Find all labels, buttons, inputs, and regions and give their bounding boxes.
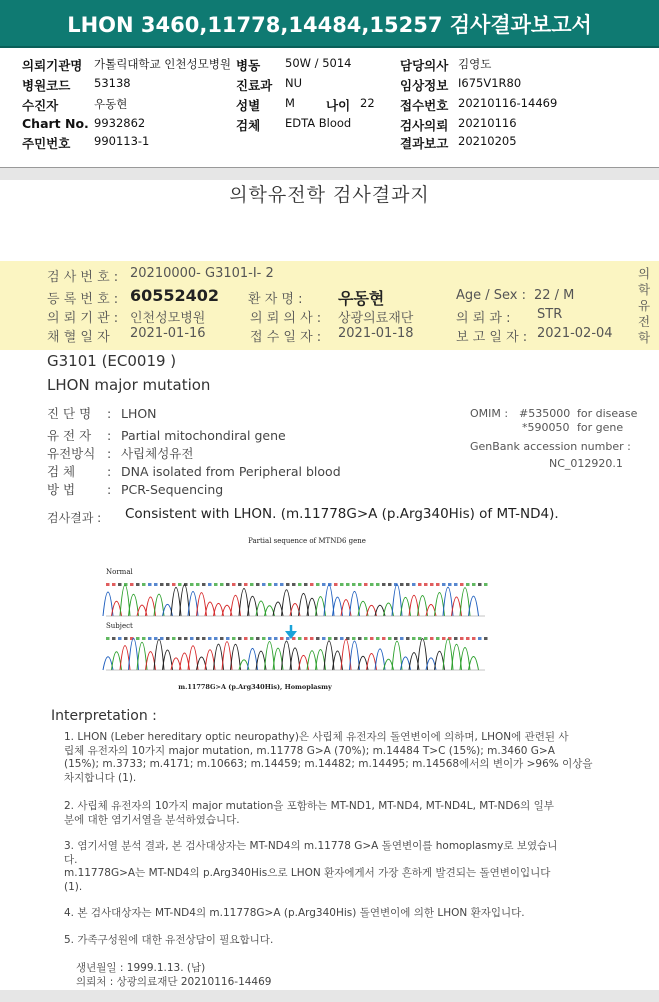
base-call-mark (172, 637, 176, 640)
base-call-mark (316, 583, 320, 586)
base-call-mark (262, 583, 266, 586)
specimen-info-band (0, 261, 659, 350)
base-call-mark (190, 637, 194, 640)
header-label: 의뢰기관명 (22, 58, 83, 73)
header-value: I675V1R80 (458, 76, 522, 90)
base-call-mark (286, 583, 290, 586)
base-call-mark (418, 583, 422, 586)
base-call-mark (226, 583, 230, 586)
specimen-value: 2021-01-16 (130, 326, 206, 341)
base-call-mark (262, 637, 266, 640)
field-row: 진 단 명 : LHON (47, 406, 157, 421)
base-call-mark (466, 637, 470, 640)
base-call-mark (376, 583, 380, 586)
trace-peak (460, 588, 470, 616)
base-call-mark (226, 637, 230, 640)
base-call-mark (334, 583, 338, 586)
normal-track-label: Normal (106, 568, 133, 576)
base-call-mark (250, 583, 254, 586)
specimen-label: 접 수 일 자 : (250, 330, 322, 345)
result-text: Consistent with LHON. (m.11778G>A (p.Arg340His) of MT-ND4). (125, 506, 559, 522)
header-label: 결과보고 (400, 136, 449, 151)
base-call-mark (472, 583, 476, 586)
banner-title: LHON 3460,11778,14484,15257 검사결과보고서 (67, 13, 592, 37)
field-label: 검 체 (47, 464, 76, 479)
header-value: 50W / 5014 (285, 56, 352, 70)
base-call-mark (424, 637, 428, 640)
base-call-mark (130, 583, 134, 586)
base-call-mark (196, 583, 200, 586)
field-value: LHON (120, 406, 157, 421)
report-title: 의학유전학 검사결과지 (229, 184, 430, 206)
header-label: 성별 (236, 98, 261, 113)
base-call-mark (382, 583, 386, 586)
base-call-mark (154, 637, 158, 640)
interpretation-line: (1). (64, 880, 83, 893)
base-call-mark (142, 583, 146, 586)
specimen-value: 22 / M (534, 288, 575, 303)
interpretation-line: 3. 염기서열 분석 결과, 본 검사대상자는 MT-ND4의 m.11778 G>A 돌연변이를 homoplasmy로 보였습니 (64, 840, 558, 852)
subject-track-label: Subject (106, 622, 133, 630)
base-call-mark (322, 637, 326, 640)
base-call-mark (442, 583, 446, 586)
trace-peak (265, 642, 275, 670)
trace-peak (120, 585, 130, 616)
genbank-label: GenBank accession number : (470, 440, 631, 453)
interpretation-line: 1. LHON (Leber hereditary optic neuropathy)은 사립체 유전자의 돌연변이에 의하며, LHON에 관련된 사 (64, 731, 569, 743)
omim-label: OMIM : (470, 407, 509, 420)
base-call-mark (286, 637, 290, 640)
base-call-mark (274, 583, 278, 586)
header-value: M (285, 96, 295, 110)
field-label: 유 전 자 (47, 428, 92, 443)
header-value: 20210205 (458, 134, 517, 148)
specimen-label: Age / Sex : (456, 288, 527, 303)
base-call-mark (148, 583, 152, 586)
birth-date: 생년월일 : 1999.1.13. (남) (76, 962, 206, 974)
base-call-mark (298, 637, 302, 640)
base-call-mark (208, 583, 212, 586)
base-call-mark (382, 637, 386, 640)
interpretation-paragraph (64, 840, 624, 894)
base-call-mark (160, 637, 164, 640)
specimen-label: 의 뢰 의 사 : (250, 311, 322, 326)
field-value: Partial mitochondiral gene (120, 428, 286, 443)
header-value: 53138 (94, 76, 131, 90)
header-label: 검체 (236, 118, 261, 133)
test-code: G3101 (EC0019 ) (47, 352, 177, 370)
header-value: 김영도 (458, 57, 492, 71)
base-call-mark (400, 583, 404, 586)
specimen-label: 검 사 번 호 : (47, 270, 119, 285)
header-label: 담당의사 (400, 58, 449, 73)
base-call-mark (484, 637, 488, 640)
specimen-label: 채 혈 일 자 (47, 330, 110, 345)
base-call-mark (358, 583, 362, 586)
base-call-mark (436, 583, 440, 586)
base-call-mark (364, 637, 368, 640)
base-call-mark (208, 637, 212, 640)
interpretation-line: 분에 대한 염기서열을 분석하였습니다. (64, 813, 240, 826)
base-call-mark (376, 637, 380, 640)
trace-peak (392, 584, 402, 616)
base-call-mark (124, 637, 128, 640)
base-call-mark (196, 637, 200, 640)
base-call-mark (250, 637, 254, 640)
base-call-mark (202, 637, 206, 640)
interpretation-line: m.11778G>A는 MT-ND4의 p.Arg340His으로 LHON 환자에게서 가장 흔하게 발견되는 돌연변이입니다 (64, 867, 551, 879)
field-label: 진 단 명 (47, 406, 92, 421)
header-label: 병원코드 (22, 78, 71, 93)
trace-peak (392, 641, 402, 670)
specimen-value: 20210000- G3101-I- 2 (130, 266, 274, 281)
base-call-mark (256, 637, 260, 640)
base-call-mark (244, 583, 248, 586)
base-call-mark (316, 637, 320, 640)
result-label: 검사결과 : (47, 511, 102, 525)
base-call-mark (406, 583, 410, 586)
omim-gene-id: *590050 (522, 421, 570, 434)
field-row: 유 전 자 : Partial mitochondiral gene (47, 428, 286, 443)
side-vertical-label: 의학유전학 (637, 266, 651, 345)
base-call-mark (358, 637, 362, 640)
header-label: 임상정보 (400, 78, 449, 93)
base-call-mark (232, 637, 236, 640)
base-call-mark (418, 637, 422, 640)
base-call-mark (466, 583, 470, 586)
base-call-mark (214, 583, 218, 586)
header-value: 20210116-14469 (458, 96, 558, 110)
field-value: 사립체성유전 (120, 446, 194, 461)
base-call-mark (148, 637, 152, 640)
base-call-mark (412, 637, 416, 640)
omim-disease-note: for disease (577, 407, 638, 420)
figure-title: Partial sequence of MTND6 gene (248, 537, 366, 545)
base-call-mark (430, 583, 434, 586)
trace-peak (418, 639, 428, 670)
header-value: 가톨릭대학교 인천성모병원 (94, 57, 231, 71)
patient-name: 우동현 (338, 289, 385, 308)
base-call-mark (364, 583, 368, 586)
base-call-mark (460, 583, 464, 586)
base-call-mark (454, 637, 458, 640)
header-label: Chart No. (22, 116, 89, 131)
header-label: 진료과 (236, 78, 273, 93)
specimen-label: 의 뢰 기 관 : (47, 311, 119, 326)
header-label: 접수번호 (400, 98, 449, 113)
base-call-mark (112, 583, 116, 586)
trace-peak (324, 641, 334, 670)
base-call-mark (340, 637, 344, 640)
figure-caption: m.11778G>A (p.Arg340His), Homoplasmy (178, 683, 332, 691)
base-call-mark (322, 583, 326, 586)
base-call-mark (406, 637, 410, 640)
interpretation-line: 5. 가족구성원에 대한 유전상담이 필요합니다. (64, 934, 274, 946)
base-call-mark (274, 637, 278, 640)
interpretation-paragraph (64, 934, 624, 948)
report-banner (0, 0, 659, 48)
field-row: 방 법 : PCR-Sequencing (47, 482, 224, 497)
base-call-mark (280, 583, 284, 586)
trace-peak (375, 649, 385, 670)
base-call-mark (442, 637, 446, 640)
base-call-mark (280, 637, 284, 640)
base-call-mark (454, 583, 458, 586)
header-label: 주민번호 (22, 136, 71, 151)
sequencing-chromatogram-figure (100, 532, 500, 697)
base-call-mark (334, 637, 338, 640)
trace-peak (103, 592, 113, 616)
omim-disease-id: #535000 (519, 407, 571, 420)
patient-info-header (0, 50, 659, 168)
field-row: 유전방식 : 사립체성유전 (47, 446, 194, 461)
base-call-mark (112, 637, 116, 640)
trace-peak (350, 591, 360, 616)
base-call-mark (448, 583, 452, 586)
base-call-mark (292, 583, 296, 586)
base-call-mark (268, 583, 272, 586)
specimen-label: 보 고 일 자 : (456, 330, 528, 345)
base-call-mark (160, 583, 164, 586)
base-call-mark (166, 583, 170, 586)
specimen-label: 등 록 번 호 : (47, 292, 119, 307)
base-call-mark (244, 637, 248, 640)
base-call-mark (238, 583, 242, 586)
trace-peak (282, 641, 292, 670)
header-label: 나이 (326, 98, 351, 113)
base-call-mark (220, 637, 224, 640)
base-call-mark (436, 637, 440, 640)
base-call-mark (220, 583, 224, 586)
base-call-mark (400, 637, 404, 640)
header-value: 990113-1 (94, 134, 150, 148)
base-call-mark (154, 583, 158, 586)
base-call-mark (184, 637, 188, 640)
interpretation-line: 4. 본 검사대상자는 MT-ND4의 m.11778G>A (p.Arg340His) 돌연변이에 의한 LHON 환자입니다. (64, 907, 525, 919)
base-call-mark (478, 583, 482, 586)
base-call-mark (388, 583, 392, 586)
header-value: EDTA Blood (285, 116, 352, 130)
trace-peak (239, 589, 249, 616)
base-call-mark (136, 637, 140, 640)
base-call-mark (352, 637, 356, 640)
base-call-mark (430, 637, 434, 640)
header-label: 검사의뢰 (400, 118, 449, 133)
field-row: 검 체 : DNA isolated from Peripheral blood (47, 464, 341, 479)
base-call-mark (190, 583, 194, 586)
interpretation-line: (15%); m.3733; m.4171; m.10663; m.14459; m.14482; m.14495; m.14568에서의 변이가 >96% 이상을 (64, 758, 593, 770)
interpretation-paragraph (64, 800, 624, 827)
base-call-mark (106, 637, 110, 640)
header-value: 9932862 (94, 116, 146, 130)
base-call-mark (142, 637, 146, 640)
interpretation-title: Interpretation : (51, 708, 157, 724)
header-label: 수진자 (22, 98, 59, 113)
base-call-mark (256, 583, 260, 586)
base-call-mark (166, 637, 170, 640)
referrer: 의뢰처 : 상광의료재단 20210116-14469 (76, 976, 272, 988)
specimen-value: STR (537, 307, 563, 322)
base-call-mark (310, 637, 314, 640)
base-call-mark (328, 637, 332, 640)
header-value: 22 (360, 96, 375, 110)
base-call-mark (238, 637, 242, 640)
header-value: 우동현 (94, 97, 128, 111)
base-call-mark (106, 583, 110, 586)
base-call-mark (178, 583, 182, 586)
subject-trace (103, 637, 488, 670)
field-value: PCR-Sequencing (120, 482, 224, 497)
base-call-mark (304, 583, 308, 586)
base-call-mark (370, 583, 374, 586)
interpretation-line: 립체 유전자의 10가지 major mutation, m.11778 G>A (70%); m.14484 T>C (15%); m.3460 G>A (64, 744, 555, 757)
chromatogram-svg (100, 532, 500, 697)
base-call-mark (388, 637, 392, 640)
base-call-mark (214, 637, 218, 640)
base-call-mark (118, 583, 122, 586)
section-divider (0, 168, 659, 180)
field-value: DNA isolated from Peripheral blood (120, 464, 341, 479)
base-call-mark (118, 637, 122, 640)
specimen-label: 환 자 명 : (248, 292, 303, 307)
test-name: LHON major mutation (47, 376, 211, 394)
base-call-mark (484, 583, 488, 586)
trace-peak (282, 590, 292, 616)
interpretation-line: 차지합니다 (1). (64, 771, 137, 784)
base-call-mark (478, 637, 482, 640)
trace-peak (324, 585, 334, 616)
base-call-mark (310, 583, 314, 586)
base-call-mark (346, 583, 350, 586)
omim-gene-note: for gene (577, 421, 624, 434)
base-call-mark (412, 583, 416, 586)
header-label: 병동 (236, 58, 261, 73)
footer-divider (0, 990, 659, 1002)
genbank-accession: NC_012920.1 (549, 457, 623, 470)
field-label: 방 법 (47, 482, 76, 497)
base-call-mark (304, 637, 308, 640)
base-call-mark (202, 583, 206, 586)
specimen-value: 2021-01-18 (338, 326, 414, 341)
base-call-mark (460, 637, 464, 640)
base-call-mark (394, 637, 398, 640)
trace-peak (188, 646, 198, 670)
interpretation-line: 다. (64, 853, 78, 866)
specimen-value: 인천성모병원 (130, 311, 206, 326)
interpretation-paragraph (64, 731, 624, 785)
base-call-mark (472, 637, 476, 640)
normal-trace (103, 583, 488, 616)
base-call-mark (352, 583, 356, 586)
specimen-value: 상광의료재단 (338, 311, 414, 326)
field-label: 유전방식 (47, 446, 96, 461)
base-call-mark (172, 583, 176, 586)
registration-number: 60552402 (130, 286, 220, 305)
specimen-label: 의 뢰 과 : (456, 311, 511, 326)
base-call-mark (232, 583, 236, 586)
base-call-mark (178, 637, 182, 640)
base-call-mark (370, 637, 374, 640)
header-value: 20210116 (458, 116, 517, 130)
base-call-mark (340, 583, 344, 586)
base-call-mark (424, 583, 428, 586)
base-call-mark (268, 637, 272, 640)
specimen-value: 2021-02-04 (537, 326, 613, 341)
interpretation-paragraph (64, 907, 624, 921)
interpretation-line: 2. 사립체 유전자의 10가지 major mutation을 포함하는 MT-ND1, MT-ND4, MT-ND4L, MT-ND6의 일부 (64, 800, 554, 812)
header-value: NU (285, 76, 303, 90)
trace-peak (154, 639, 164, 670)
base-call-mark (292, 637, 296, 640)
base-call-mark (298, 583, 302, 586)
base-call-mark (136, 583, 140, 586)
